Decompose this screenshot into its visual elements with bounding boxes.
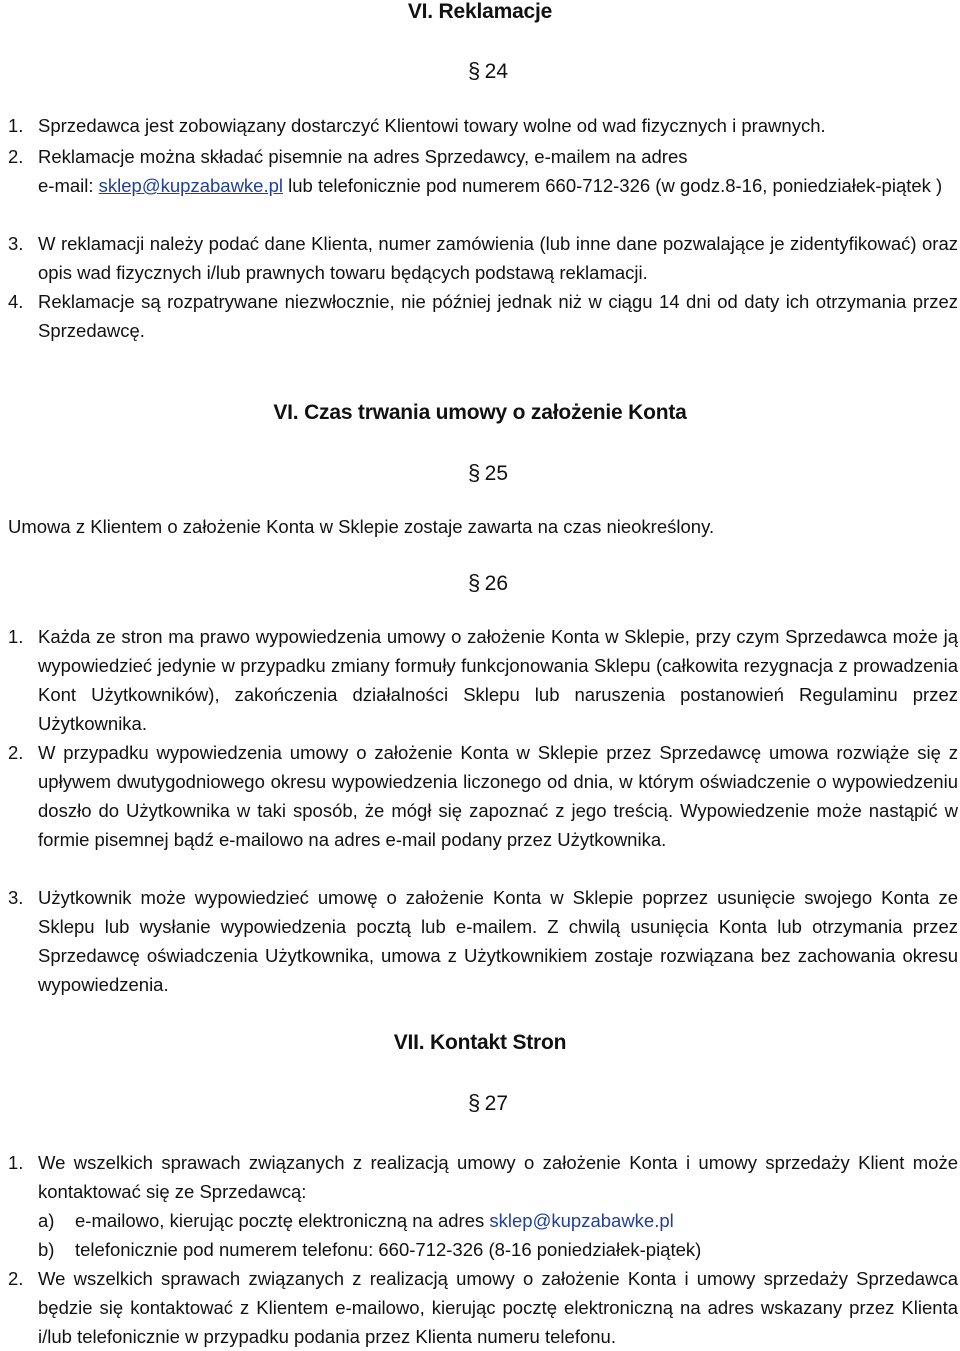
item-number: 2. <box>8 146 24 167</box>
email-suffix: lub telefonicznie pod numerem 660-712-326 (w godz.8-16, poniedziałek-piątek ) <box>283 175 943 196</box>
paragraph-symbol: § <box>467 58 481 83</box>
item-text: W reklamacji należy podać dane Klienta, numer zamówienia (lub inne dane pozwalające je zidentyfikować) oraz opis wad fizycznych i/lub prawnych towaru będących podstawą reklamacji. <box>38 233 958 283</box>
email-link[interactable]: sklep@kupzabawke.pl <box>489 1210 674 1231</box>
section-heading-czas-trwania: VI. Czas trwania umowy o założenie Konta <box>273 401 687 424</box>
list-item-konto-2 <box>8 738 958 854</box>
sub-item-b <box>38 1235 958 1264</box>
sub-item-text: telefonicznie pod numerem telefonu: 660-712-326 (8-16 poniedziałek-piątek) <box>75 1239 702 1260</box>
paragraph-symbol: § <box>467 1090 481 1115</box>
item-text: Każda ze stron ma prawo wypowiedzenia umowy o założenie Konta w Sklepie, przy czym Sprzedawca może ją wypowiedzieć jedynie w przypadku zmiany formuły funkcjonowania Sklepu (całkowita rezygnacja z prowadzenia Kont Użytkowników), zakończenia działalności Sklepu lub naruszenia postanowień Regulaminu przez Użytkownika. <box>38 626 958 734</box>
item-line: Reklamacje można składać pisemnie na adres Sprzedawcy, e-mailem na adres <box>38 146 688 167</box>
list-item-kontakt-1 <box>8 1148 958 1206</box>
item-text: W przypadku wypowiedzenia umowy o założenie Konta w Sklepie przez Sprzedawcę umowa rozwiąże się z upływem dwutygodniowego okresu wypowiedzenia liczonego od dnia, w którym oświadczenie o wypowiedzeniu doszło do Użytkownika w taki sposób, że mógł się zapoznać z jego treścią. Wypowiedzenie może nastąpić w formie pisemnej bądź e-mailowo na adres e-mail podany przez Użytkownika. <box>38 742 958 850</box>
paragraph-marker-25 <box>8 460 960 486</box>
sub-item-letter: a) <box>38 1210 55 1231</box>
item-text: Reklamacje są rozpatrywane niezwłocznie, nie później jednak niż w ciągu 14 dni od daty ich otrzymania przez Sprzedawcę. <box>38 291 958 341</box>
item-text: We wszelkich sprawach związanych z realizacją umowy o założenie Konta i umowy sprzedaży Sprzedawca będzie się kontaktować z Klientem e-mailowo, kierując pocztę elektroniczną na adres wskazany przez Klienta i/lub telefonicznie w przypadku podania przez Klienta numeru telefonu. <box>38 1268 958 1347</box>
list-item-reklamacje-3 <box>8 229 958 287</box>
paragraph-number: 26 <box>484 572 509 595</box>
paragraph-number: 24 <box>484 60 509 83</box>
item-number: 3. <box>8 233 24 254</box>
sub-item-a <box>38 1206 958 1235</box>
paragraph-number: 25 <box>484 462 509 485</box>
list-item-reklamacje-2 <box>8 142 958 200</box>
item-number: 1. <box>8 626 24 647</box>
list-item-reklamacje-1 <box>8 111 958 140</box>
list-item-konto-1 <box>8 622 958 738</box>
sub-item-letter: b) <box>38 1239 55 1260</box>
paragraph-marker-27 <box>8 1090 960 1116</box>
item-number: 1. <box>8 115 24 136</box>
paragraph-symbol: § <box>467 460 481 485</box>
item-text: We wszelkich sprawach związanych z realizacją umowy o założenie Konta i umowy sprzedaży Klient może kontaktować się ze Sprzedawcą: <box>38 1152 958 1202</box>
item-number: 4. <box>8 291 24 312</box>
paragraph-number: 27 <box>484 1092 509 1115</box>
paragraph-marker-24 <box>8 58 960 84</box>
sub-item-text: e-mailowo, kierując pocztę elektroniczną na adres <box>75 1210 490 1231</box>
section-heading-reklamacje: VI. Reklamacje <box>407 0 553 23</box>
paragraph-text-25: Umowa z Klientem o założenie Konta w Sklepie zostaje zawarta na czas nieokreślony. <box>8 516 715 537</box>
list-item-reklamacje-4 <box>8 287 958 345</box>
list-item-konto-3 <box>8 883 958 999</box>
item-line-email <box>38 171 958 200</box>
item-number: 2. <box>8 1268 24 1289</box>
item-number: 2. <box>8 742 24 763</box>
item-text: Użytkownik może wypowiedzieć umowę o założenie Konta w Sklepie poprzez usunięcie swojego Konta ze Sklepu lub wysłanie wypowiedzenia pocztą lub e-mailem. Z chwilą usunięcia Konta lub otrzymania przez Sprzedawcę oświadczenia Użytkownika, umowa z Użytkownikiem zostaje rozwiązana bez zachowania okresu wypowiedzenia. <box>38 887 958 995</box>
item-number: 1. <box>8 1152 24 1173</box>
list-item-kontakt-2 <box>8 1264 958 1351</box>
paragraph-marker-26 <box>8 570 960 596</box>
paragraph-symbol: § <box>467 570 481 595</box>
item-text <box>38 142 958 200</box>
email-prefix: e-mail: <box>38 175 99 196</box>
email-link[interactable]: sklep@kupzabawke.pl <box>98 175 284 196</box>
section-heading-kontakt: VII. Kontakt Stron <box>393 1031 567 1054</box>
item-number: 3. <box>8 887 24 908</box>
item-text: Sprzedawca jest zobowiązany dostarczyć Klientowi towary wolne od wad fizycznych i prawnych. <box>38 115 826 136</box>
